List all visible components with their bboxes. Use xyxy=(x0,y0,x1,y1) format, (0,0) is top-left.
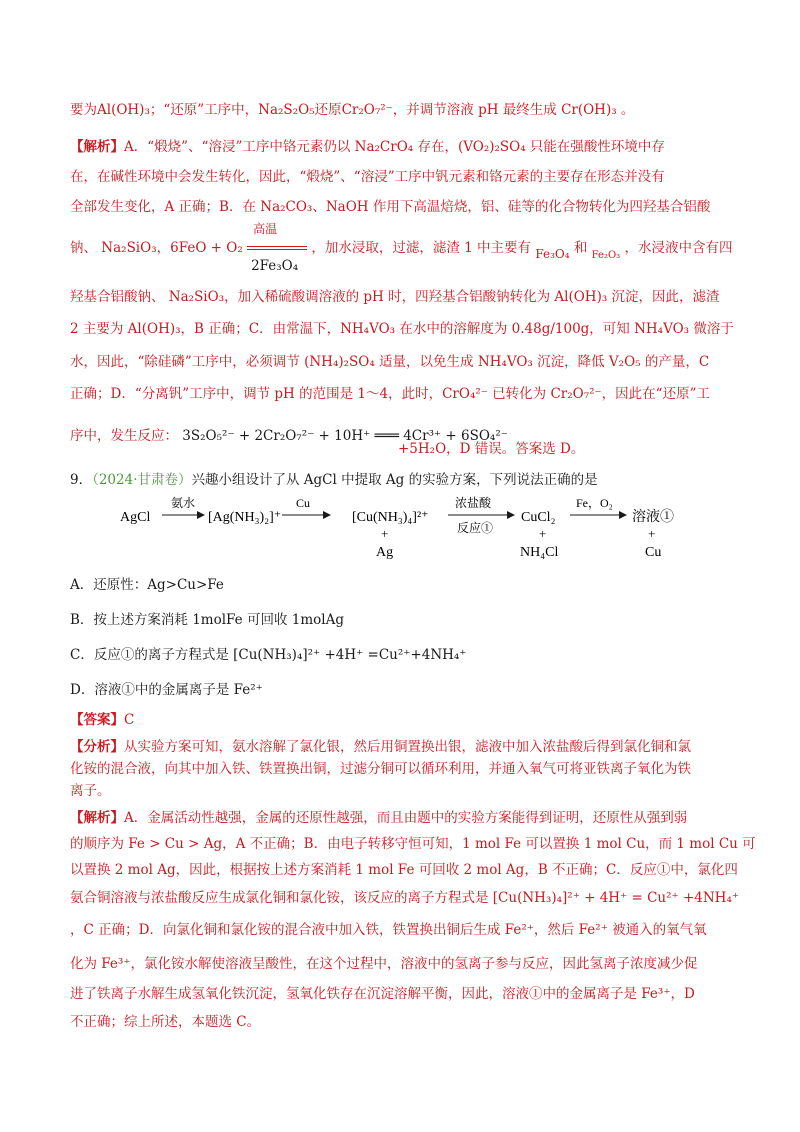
solution-line-7: 2 主要为 Al(OH)₃，B 正确；C．由常温下，NH₄VO₃ 在水中的溶解度为 0.48g/100g，可知 NH₄VO₃ 微溶于 xyxy=(70,321,734,337)
explain-line-8: 不正确；综上所述，本题选 C。 xyxy=(70,1014,261,1030)
solution-line-3: 在，在碱性环境中会发生转化，因此，“煅烧”、“溶浸”工序中钒元素和铬元素的主要存在形态并没有 xyxy=(70,169,665,185)
reaction-reactants: 钠、 Na₂SiO₃，6FeO + O₂ xyxy=(70,240,243,256)
question-source: （2024·甘肃卷） xyxy=(92,472,192,488)
analysis-tag: 【解析】 xyxy=(70,139,124,155)
flow-start: AgCl xyxy=(120,510,151,525)
flow-product-3b: NH₄Cl xyxy=(520,545,559,560)
equation-arrow xyxy=(247,221,307,274)
flow-reagent-3: 浓盐酸 xyxy=(455,496,492,510)
explain-line-5: ，C 正确；D．向氯化铜和氯化铵的混合液中加入铁，铁置换出铜后生成 Fe²⁺，然后 Fe²⁺ 被通入的氧气氧 xyxy=(70,922,707,938)
flow-reagent-2: Cu xyxy=(296,496,311,510)
solution-line-10: 序中，发生反应： 3S₂O₅²⁻ + 2Cr₂O₇²⁻ + 10H⁺ ═══ 4Cr³⁺ + 6SO₄²⁻ xyxy=(70,428,508,444)
explain-line-6: 化为 Fe³⁺，氯化铵水解使溶液呈酸性，在这个过程中，溶液中的氢离子参与反应，因此氢离子浓度减少促 xyxy=(70,956,698,972)
solution-line-1: 要为Al(OH)₃；“还原”工序中，Na₂S₂O₅还原Cr₂O₇²⁻，并调节溶液 pH 最终生成 Cr(OH)₃ 。 xyxy=(70,102,635,118)
option-a: A．还原性：Ag>Cu>Fe xyxy=(70,577,224,593)
flow-product-4b: Cu xyxy=(645,545,662,560)
option-d: D．溶液①中的金属离子是 Fe²⁺ xyxy=(70,682,263,698)
solution-line-9: 正确；D．“分离钒”工序中，调节 pH 的范围是 1～4，此时，CrO₄²⁻ 已转化为 Cr₂O₇²⁻，因此在“还原”工 xyxy=(70,386,710,402)
reduction-equation: 3S₂O₅²⁻ + 2Cr₂O₇²⁻ + 10H⁺ ═══ 4Cr³⁺ + 6SO₄²⁻ xyxy=(182,428,508,444)
analysis-line-2: 化铵的混合液，向其中加入铁、铁置换出铜，过滤分铜可以循环利用，并通入氧气可将亚铁离子氧化为铁 xyxy=(70,761,691,777)
flow-reaction-label: 反应① xyxy=(457,521,494,535)
option-c: C．反应①的离子方程式是 [Cu(NH₃)₄]²⁺ +4H⁺ =Cu²⁺+4NH₄⁺ xyxy=(70,647,467,663)
flow-plus-2: + xyxy=(539,526,547,541)
solution-line-2 xyxy=(70,135,665,155)
flow-product-1: [Ag(NH₃)₂]⁺ xyxy=(208,510,282,525)
flow-plus-3: + xyxy=(648,526,656,541)
reaction-product: 2Fe₃O₄ xyxy=(251,257,299,274)
flow-product-4: 溶液① xyxy=(632,510,674,525)
flow-reagent-4: Fe，O₂ xyxy=(576,496,613,510)
flow-product-3: CuCl₂ xyxy=(521,510,556,525)
flow-product-2: [Cu(NH₃)₄]²⁺ xyxy=(352,510,429,525)
analysis-line-3: 离子。 xyxy=(70,783,111,799)
analysis-line-1: 【分析】从实验方案可知，氨水溶解了氯化银，然后用铜置换出银，滤液中加入浓盐酸后得到氯化铜和氯 xyxy=(70,739,691,755)
explain-line-2: 的顺序为 Fe > Cu > Ag，A 不正确；B．由电子转移守恒可知，1 mol Fe 可以置换 1 mol Cu，而 1 mol Cu 可 xyxy=(70,836,756,852)
reaction-condition: 高温 xyxy=(253,221,278,236)
flow-reagent-1: 氨水 xyxy=(171,496,196,510)
flow-product-2b: Ag xyxy=(376,545,394,560)
option-b: B．按上述方案消耗 1molFe 可回收 1molAg xyxy=(70,612,344,628)
analysis-tag-2: 【分析】 xyxy=(70,739,124,755)
explain-tag: 【解析】 xyxy=(70,810,124,826)
explain-line-4: 氨合铜溶液与浓盐酸反应生成氯化铜和氯化铵，该反应的离子方程式是 [Cu(NH₃)₄]²⁺ + 4H⁺ = Cu²⁺ +4NH₄⁺ xyxy=(70,890,739,906)
explain-line-3: 以置换 2 mol Ag，因此，根据按上述方案消耗 1 mol Fe 可回收 2 mol Ag，B 不正确；C．反应①中，氯化四 xyxy=(70,862,738,878)
solution-text: A．“煅烧”、“溶浸”工序中铬元素仍以 Na₂CrO₄ 存在，(VO₂)₂SO₄ 只能在强酸性环境中存 xyxy=(124,139,665,155)
flow-plus-1: + xyxy=(381,526,389,541)
question-number: 9． xyxy=(70,472,93,488)
answer-value: C xyxy=(124,712,135,728)
experiment-flowchart xyxy=(118,494,678,562)
solution-line-8: 水，因此，“除硅磷”工序中，必须调节 (NH₄)₂SO₄ 适量，以免生成 NH₄VO₃ 沉淀，降低 V₂O₅ 的产量，C xyxy=(70,354,710,370)
explain-line-7: 进了铁离子水解生成氢氧化铁沉淀，氢氧化铁存在沉淀溶解平衡，因此，溶液①中的金属离子是 Fe³⁺，D xyxy=(70,986,695,1002)
question-9-stem xyxy=(70,468,598,488)
solution-line-6: 羟基合铝酸钠、 Na₂SiO₃，加入稀硫酸调溶液的 pH 时，四羟基合铝酸钠转化为 Al(OH)₃ 沉淀，因此，滤渣 xyxy=(70,289,720,305)
explain-line-1: 【解析】A．金属活动性越强，金属的还原性越强，而且由题中的实验方案能得到证明，还原性从强到弱 xyxy=(70,810,688,826)
solution-line-5: 钠、 Na₂SiO₃，6FeO + O₂ 高温 2Fe₃O₄ ，加水浸取，过滤，滤渣 1 中主要有 Fe₃O₄ 和 $_{Fe_2O_3}$ ，水浸液中含有四 xyxy=(70,221,733,274)
question-text: 兴趣小组设计了从 AgCl 中提取 Ag 的实验方案，下列说法正确的是 xyxy=(191,472,598,488)
solution-line-11: +5H₂O，D 错误。答案选 D。 xyxy=(398,441,585,457)
answer-line xyxy=(70,708,134,728)
solution-line-4: 全部发生变化，A 正确；B．在 Na₂CO₃、NaOH 作用下高温焙烧，铝、硅等的化合物转化为四羟基合铝酸 xyxy=(70,199,711,215)
answer-tag: 【答案】 xyxy=(70,712,124,728)
